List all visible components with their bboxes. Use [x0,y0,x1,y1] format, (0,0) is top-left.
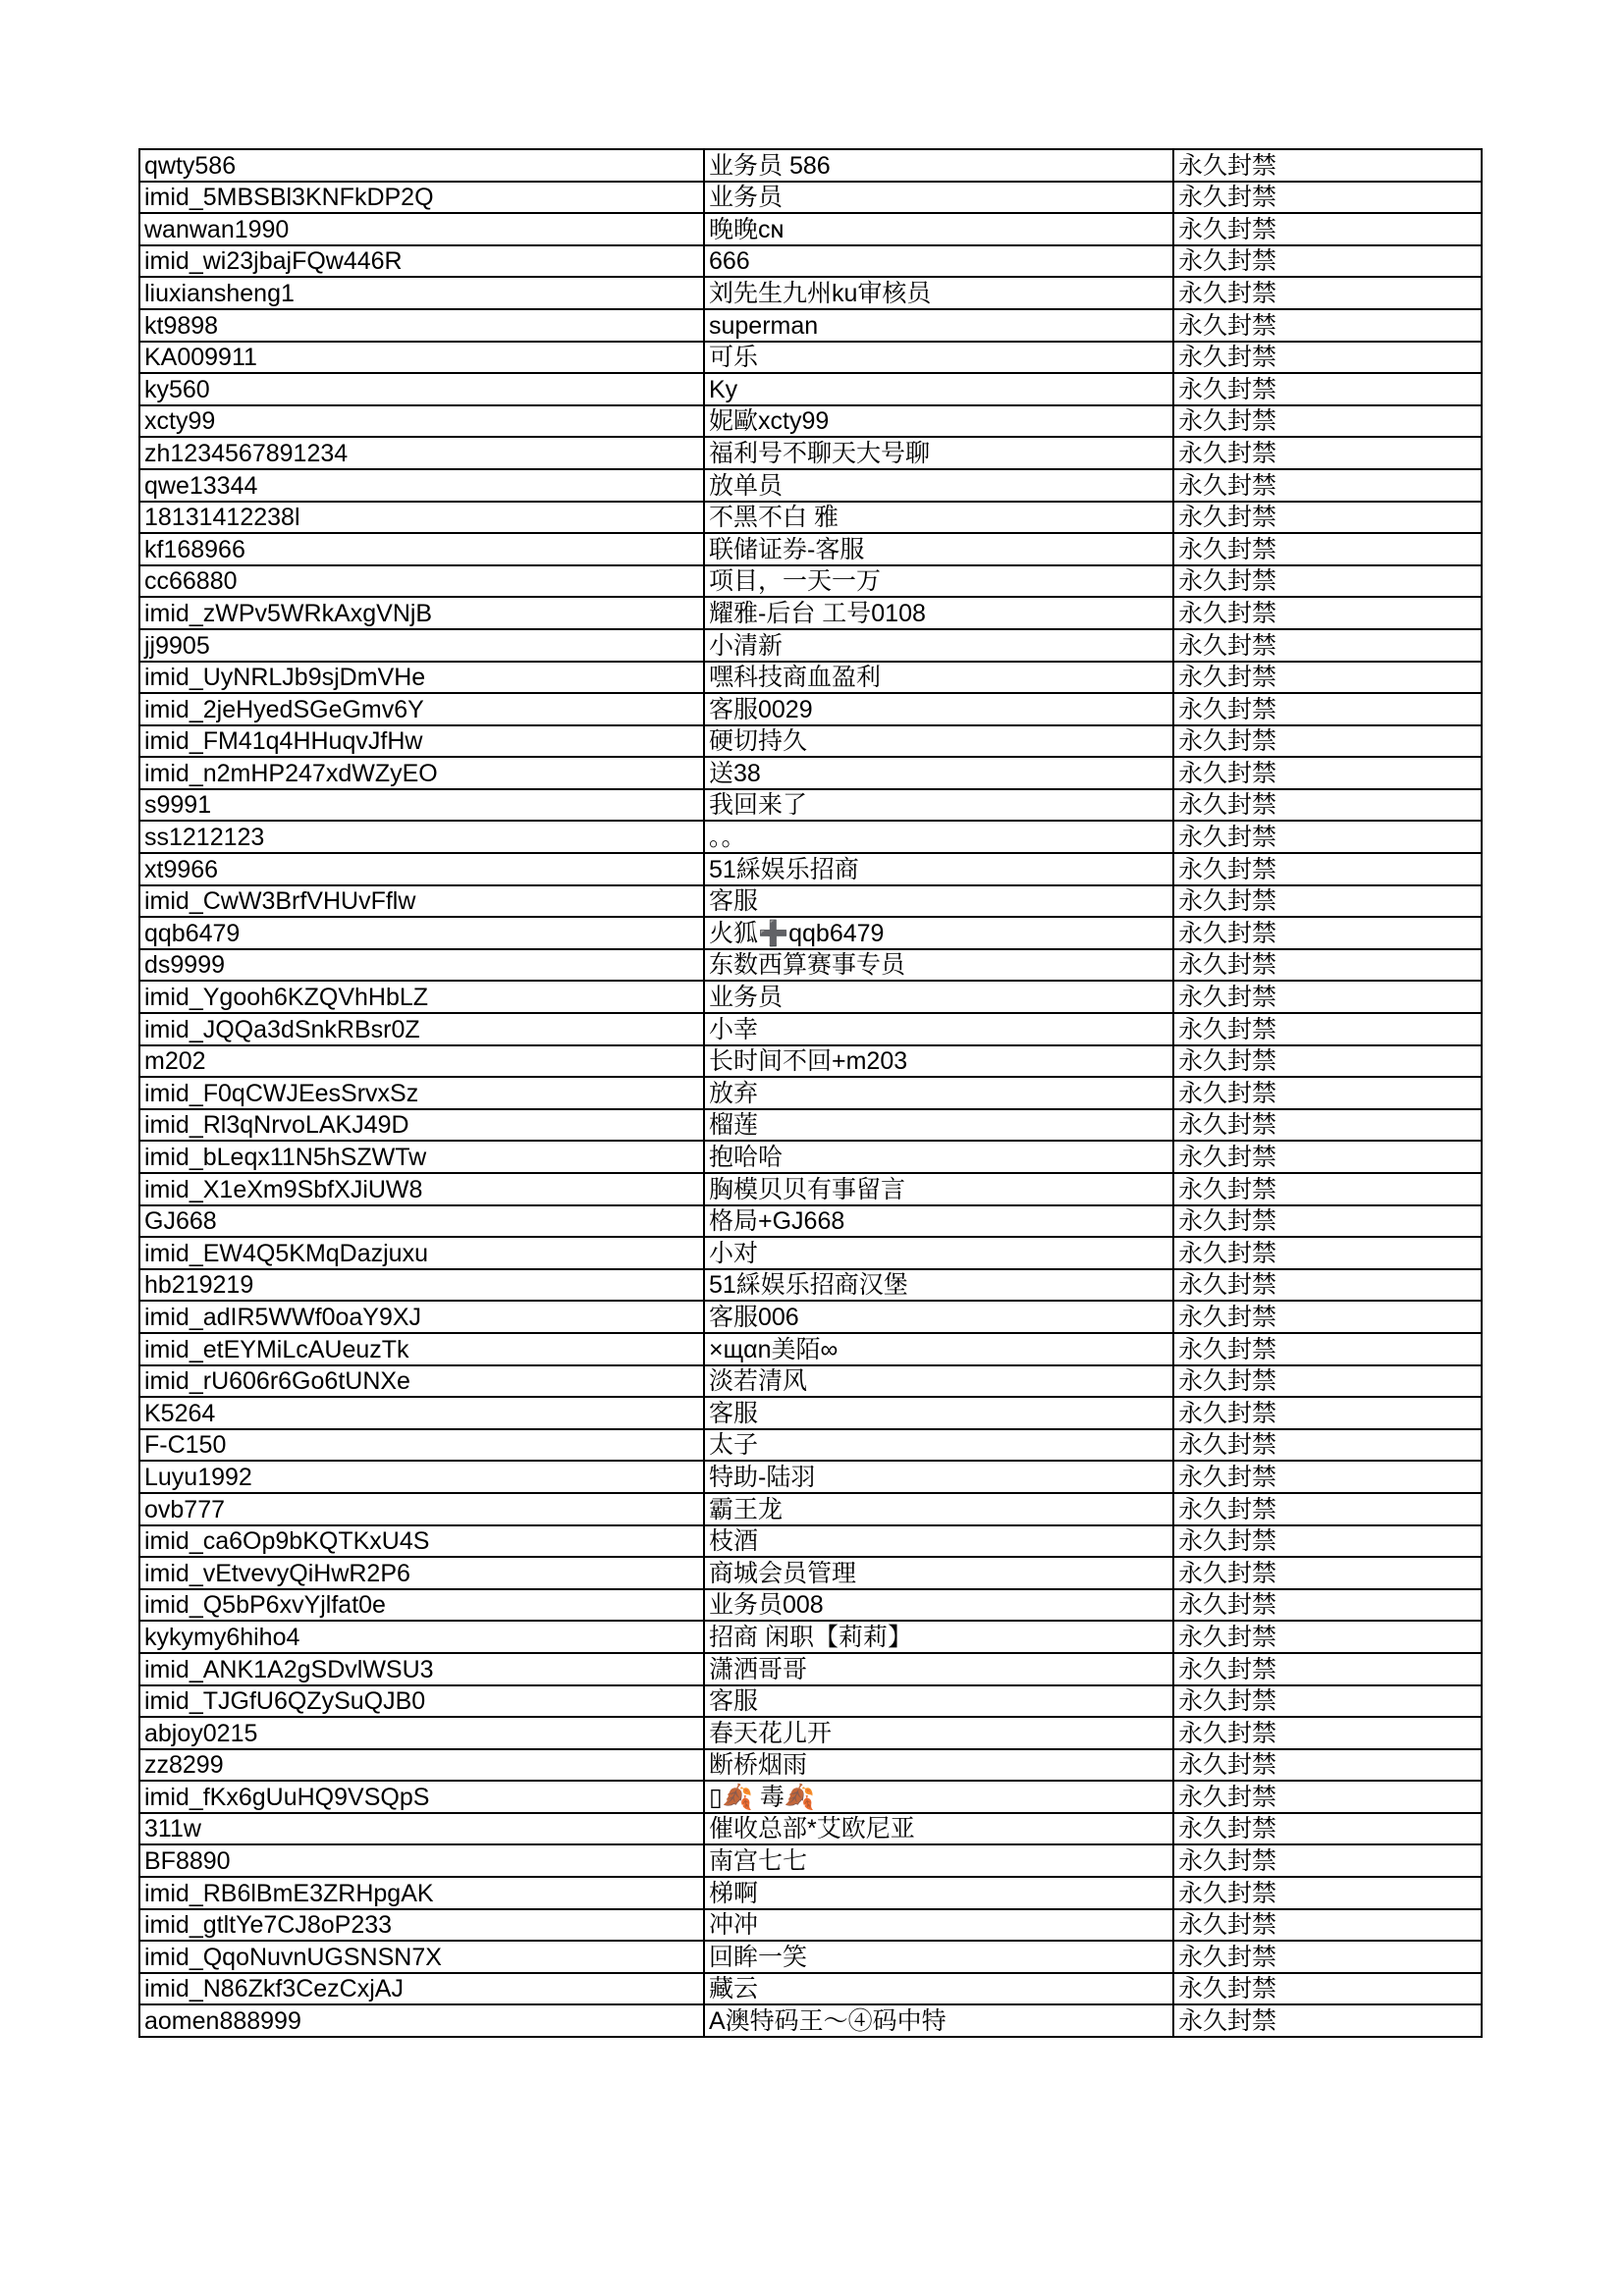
account-id-cell: liuxiansheng1 [139,277,704,309]
table-row [139,1109,1482,1142]
account-id-cell: ovb777 [139,1493,704,1525]
table-row [139,885,1482,918]
account-id-cell: imid_ANK1A2gSDvlWSU3 [139,1653,704,1685]
nickname-cell: 招商 闲职【莉莉】 [704,1621,1173,1653]
account-id-cell: imid_UyNRLJb9sjDmVHe [139,662,704,694]
account-id-cell: cc66880 [139,565,704,598]
account-id-cell: hb219219 [139,1269,704,1302]
nickname-cell: 客服 [704,1397,1173,1429]
nickname-cell: 客服 [704,1685,1173,1718]
nickname-cell: 胸模贝贝有事留言 [704,1173,1173,1205]
nickname-cell: 666 [704,245,1173,278]
account-id-cell: imid_etEYMiLcAUeuzTk [139,1333,704,1365]
status-cell: 永久封禁 [1173,1173,1482,1205]
account-id-cell: F-C150 [139,1429,704,1462]
account-id-cell: ss1212123 [139,821,704,853]
table-row [139,1237,1482,1269]
nickname-cell: 放单员 [704,469,1173,502]
nickname-cell: 抱哈哈 [704,1141,1173,1173]
table-row [139,629,1482,662]
account-id-cell: qqb6479 [139,917,704,949]
nickname-cell: Ky [704,373,1173,405]
nickname-cell: 小对 [704,1237,1173,1269]
status-cell: 永久封禁 [1173,1844,1482,1877]
status-cell: 永久封禁 [1173,853,1482,885]
table-row [139,1973,1482,2005]
account-id-cell: kykymy6hiho4 [139,1621,704,1653]
status-cell: 永久封禁 [1173,1557,1482,1589]
status-cell: 永久封禁 [1173,693,1482,725]
nickname-cell: 业务员008 [704,1589,1173,1622]
nickname-cell: 太子 [704,1429,1173,1462]
account-id-cell: BF8890 [139,1844,704,1877]
table-row [139,1429,1482,1462]
status-cell: 永久封禁 [1173,565,1482,598]
status-cell: 永久封禁 [1173,1365,1482,1398]
table-row [139,1621,1482,1653]
nickname-cell: A澳特码王～④码中特 [704,2004,1173,2037]
nickname-cell: 格局+GJ668 [704,1205,1173,1238]
status-cell: 永久封禁 [1173,245,1482,278]
table-row [139,469,1482,502]
table-row [139,1525,1482,1558]
nickname-cell: 东数西算赛事专员 [704,949,1173,982]
nickname-cell: 南宫七七 [704,1844,1173,1877]
nickname-cell: ×щαn美陌∞ [704,1333,1173,1365]
status-cell: 永久封禁 [1173,1461,1482,1493]
status-cell: 永久封禁 [1173,885,1482,918]
account-id-cell: imid_Q5bP6xvYjlfat0e [139,1589,704,1622]
table-row [139,213,1482,245]
status-cell: 永久封禁 [1173,1013,1482,1045]
nickname-cell: 。。 [704,821,1173,853]
table-row [139,789,1482,822]
nickname-cell: superman [704,309,1173,342]
table-row [139,1653,1482,1685]
nickname-cell: 51綵娱乐招商 [704,853,1173,885]
status-cell: 永久封禁 [1173,149,1482,182]
account-id-cell: imid_fKx6gUuHQ9VSQpS [139,1781,704,1813]
account-id-cell: imid_QqoNuvnUGSNSN7X [139,1941,704,1973]
nickname-cell: 送38 [704,757,1173,789]
table-row [139,309,1482,342]
account-id-cell: imid_Rl3qNrvoLAKJ49D [139,1109,704,1142]
table-row [139,2004,1482,2037]
account-id-cell: GJ668 [139,1205,704,1238]
nickname-cell: 小清新 [704,629,1173,662]
status-cell: 永久封禁 [1173,1429,1482,1462]
status-cell: 永久封禁 [1173,1877,1482,1909]
table-row [139,149,1482,182]
nickname-cell: 长时间不回+m203 [704,1045,1173,1078]
account-id-cell: imid_ca6Op9bKQTKxU4S [139,1525,704,1558]
table-row [139,1013,1482,1045]
nickname-cell: 商城会员管理 [704,1557,1173,1589]
account-id-cell: imid_n2mHP247xdWZyEO [139,757,704,789]
table-row [139,1557,1482,1589]
account-id-cell: imid_EW4Q5KMqDazjuxu [139,1237,704,1269]
status-cell: 永久封禁 [1173,1909,1482,1942]
nickname-cell: 业务员 [704,981,1173,1013]
nickname-cell: 小幸 [704,1013,1173,1045]
status-cell: 永久封禁 [1173,309,1482,342]
status-cell: 永久封禁 [1173,342,1482,374]
status-cell: 永久封禁 [1173,1397,1482,1429]
table-row [139,1813,1482,1845]
table-row [139,533,1482,565]
table-row [139,1205,1482,1238]
account-id-cell: xt9966 [139,853,704,885]
nickname-cell: 断桥烟雨 [704,1749,1173,1782]
table-row [139,917,1482,949]
nickname-cell: 耀雅-后台 工号0108 [704,597,1173,629]
nickname-cell: 春天花儿开 [704,1717,1173,1749]
account-id-cell: m202 [139,1045,704,1078]
status-cell: 永久封禁 [1173,1045,1482,1078]
nickname-cell: ▯🍂 毒🍂 [704,1781,1173,1813]
table-row [139,1461,1482,1493]
status-cell: 永久封禁 [1173,629,1482,662]
status-cell: 永久封禁 [1173,1717,1482,1749]
table-row [139,1877,1482,1909]
status-cell: 永久封禁 [1173,405,1482,438]
nickname-cell: 客服0029 [704,693,1173,725]
account-id-cell: imid_FM41q4HHuqvJfHw [139,725,704,758]
status-cell: 永久封禁 [1173,1493,1482,1525]
table-row [139,725,1482,758]
nickname-cell: 妮歐xcty99 [704,405,1173,438]
ban-list-table [138,148,1483,2038]
nickname-cell: 冲冲 [704,1909,1173,1942]
account-id-cell: imid_F0qCWJEesSrvxSz [139,1077,704,1109]
table-row [139,1749,1482,1782]
table-row [139,1717,1482,1749]
status-cell: 永久封禁 [1173,182,1482,214]
account-id-cell: imid_2jeHyedSGeGmv6Y [139,693,704,725]
table-row [139,1685,1482,1718]
status-cell: 永久封禁 [1173,1269,1482,1302]
nickname-cell: 特助-陆羽 [704,1461,1173,1493]
account-id-cell: imid_CwW3BrfVHUvFflw [139,885,704,918]
nickname-cell: 51綵娱乐招商汉堡 [704,1269,1173,1302]
account-id-cell: imid_rU606r6Go6tUNXe [139,1365,704,1398]
status-cell: 永久封禁 [1173,502,1482,534]
account-id-cell: imid_Ygooh6KZQVhHbLZ [139,981,704,1013]
account-id-cell: imid_X1eXm9SbfXJiUW8 [139,1173,704,1205]
table-row [139,1141,1482,1173]
status-cell: 永久封禁 [1173,1333,1482,1365]
table-row [139,1333,1482,1365]
table-row [139,342,1482,374]
status-cell: 永久封禁 [1173,1749,1482,1782]
status-cell: 永久封禁 [1173,1525,1482,1558]
table-row [139,182,1482,214]
status-cell: 永久封禁 [1173,1141,1482,1173]
account-id-cell: wanwan1990 [139,213,704,245]
nickname-cell: 淡若清风 [704,1365,1173,1398]
status-cell: 永久封禁 [1173,1301,1482,1333]
status-cell: 永久封禁 [1173,917,1482,949]
nickname-cell: 联储证券-客服 [704,533,1173,565]
account-id-cell: aomen888999 [139,2004,704,2037]
nickname-cell: 晚晚ᴄɴ [704,213,1173,245]
account-id-cell: Luyu1992 [139,1461,704,1493]
account-id-cell: xcty99 [139,405,704,438]
table-row [139,1941,1482,1973]
account-id-cell: imid_adIR5WWf0oaY9XJ [139,1301,704,1333]
status-cell: 永久封禁 [1173,1973,1482,2005]
table-row [139,277,1482,309]
table-row [139,1493,1482,1525]
account-id-cell: imid_gtltYe7CJ8oP233 [139,1909,704,1942]
status-cell: 永久封禁 [1173,981,1482,1013]
table-row [139,757,1482,789]
table-row [139,1045,1482,1078]
status-cell: 永久封禁 [1173,277,1482,309]
table-row [139,693,1482,725]
nickname-cell: 潇洒哥哥 [704,1653,1173,1685]
account-id-cell: ky560 [139,373,704,405]
table-row [139,1365,1482,1398]
account-id-cell: 311w [139,1813,704,1845]
nickname-cell: 放弃 [704,1077,1173,1109]
nickname-cell: 我回来了 [704,789,1173,822]
nickname-cell: 枝酒 [704,1525,1173,1558]
nickname-cell: 可乐 [704,342,1173,374]
account-id-cell: ds9999 [139,949,704,982]
account-id-cell: imid_TJGfU6QZySuQJB0 [139,1685,704,1718]
nickname-cell: 回眸一笑 [704,1941,1173,1973]
table-row [139,437,1482,469]
nickname-cell: 榴莲 [704,1109,1173,1142]
nickname-cell: 火狐➕qqb6479 [704,917,1173,949]
status-cell: 永久封禁 [1173,1941,1482,1973]
status-cell: 永久封禁 [1173,597,1482,629]
status-cell: 永久封禁 [1173,1237,1482,1269]
status-cell: 永久封禁 [1173,789,1482,822]
table-row [139,1589,1482,1622]
account-id-cell: K5264 [139,1397,704,1429]
account-id-cell: 18131412238l [139,502,704,534]
account-id-cell: imid_vEtvevyQiHwR2P6 [139,1557,704,1589]
account-id-cell: qwty586 [139,149,704,182]
account-id-cell: abjoy0215 [139,1717,704,1749]
account-id-cell: jj9905 [139,629,704,662]
nickname-cell: 不黑不白 雅 [704,502,1173,534]
table-row [139,565,1482,598]
account-id-cell: zz8299 [139,1749,704,1782]
nickname-cell: 客服006 [704,1301,1173,1333]
status-cell: 永久封禁 [1173,1781,1482,1813]
table-row [139,981,1482,1013]
status-cell: 永久封禁 [1173,437,1482,469]
table-row [139,1781,1482,1813]
status-cell: 永久封禁 [1173,1621,1482,1653]
nickname-cell: 嘿科技商血盈利 [704,662,1173,694]
table-row [139,373,1482,405]
account-id-cell: KA009911 [139,342,704,374]
status-cell: 永久封禁 [1173,469,1482,502]
table-row [139,405,1482,438]
status-cell: 永久封禁 [1173,949,1482,982]
ban-list-body [139,149,1482,2037]
table-row [139,1909,1482,1942]
nickname-cell: 项目，一天一万 [704,565,1173,598]
account-id-cell: kf168966 [139,533,704,565]
status-cell: 永久封禁 [1173,373,1482,405]
account-id-cell: imid_5MBSBl3KNFkDP2Q [139,182,704,214]
account-id-cell: s9991 [139,789,704,822]
table-row [139,245,1482,278]
nickname-cell: 霸王龙 [704,1493,1173,1525]
nickname-cell: 催收总部*艾欧尼亚 [704,1813,1173,1845]
status-cell: 永久封禁 [1173,757,1482,789]
account-id-cell: imid_RB6lBmE3ZRHpgAK [139,1877,704,1909]
table-row [139,1301,1482,1333]
table-row [139,821,1482,853]
nickname-cell: 硬切持久 [704,725,1173,758]
table-row [139,597,1482,629]
account-id-cell: imid_JQQa3dSnkRBsr0Z [139,1013,704,1045]
nickname-cell: 藏云 [704,1973,1173,2005]
nickname-cell: 业务员 [704,182,1173,214]
account-id-cell: kt9898 [139,309,704,342]
account-id-cell: qwe13344 [139,469,704,502]
status-cell: 永久封禁 [1173,1813,1482,1845]
nickname-cell: 梯啊 [704,1877,1173,1909]
status-cell: 永久封禁 [1173,1077,1482,1109]
status-cell: 永久封禁 [1173,213,1482,245]
table-row [139,1173,1482,1205]
status-cell: 永久封禁 [1173,533,1482,565]
table-row [139,502,1482,534]
account-id-cell: imid_zWPv5WRkAxgVNjB [139,597,704,629]
status-cell: 永久封禁 [1173,1653,1482,1685]
nickname-cell: 福利号不聊天大号聊 [704,437,1173,469]
table-row [139,853,1482,885]
status-cell: 永久封禁 [1173,725,1482,758]
account-id-cell: imid_wi23jbajFQw446R [139,245,704,278]
table-row [139,1077,1482,1109]
nickname-cell: 刘先生九州ku审核员 [704,277,1173,309]
nickname-cell: 客服 [704,885,1173,918]
status-cell: 永久封禁 [1173,821,1482,853]
status-cell: 永久封禁 [1173,1109,1482,1142]
status-cell: 永久封禁 [1173,1589,1482,1622]
status-cell: 永久封禁 [1173,662,1482,694]
account-id-cell: imid_bLeqx11N5hSZWTw [139,1141,704,1173]
account-id-cell: imid_N86Zkf3CezCxjAJ [139,1973,704,2005]
table-row [139,1397,1482,1429]
table-row [139,662,1482,694]
status-cell: 永久封禁 [1173,2004,1482,2037]
table-row [139,1844,1482,1877]
table-row [139,949,1482,982]
table-row [139,1269,1482,1302]
account-id-cell: zh1234567891234 [139,437,704,469]
status-cell: 永久封禁 [1173,1685,1482,1718]
nickname-cell: 业务员 586 [704,149,1173,182]
status-cell: 永久封禁 [1173,1205,1482,1238]
